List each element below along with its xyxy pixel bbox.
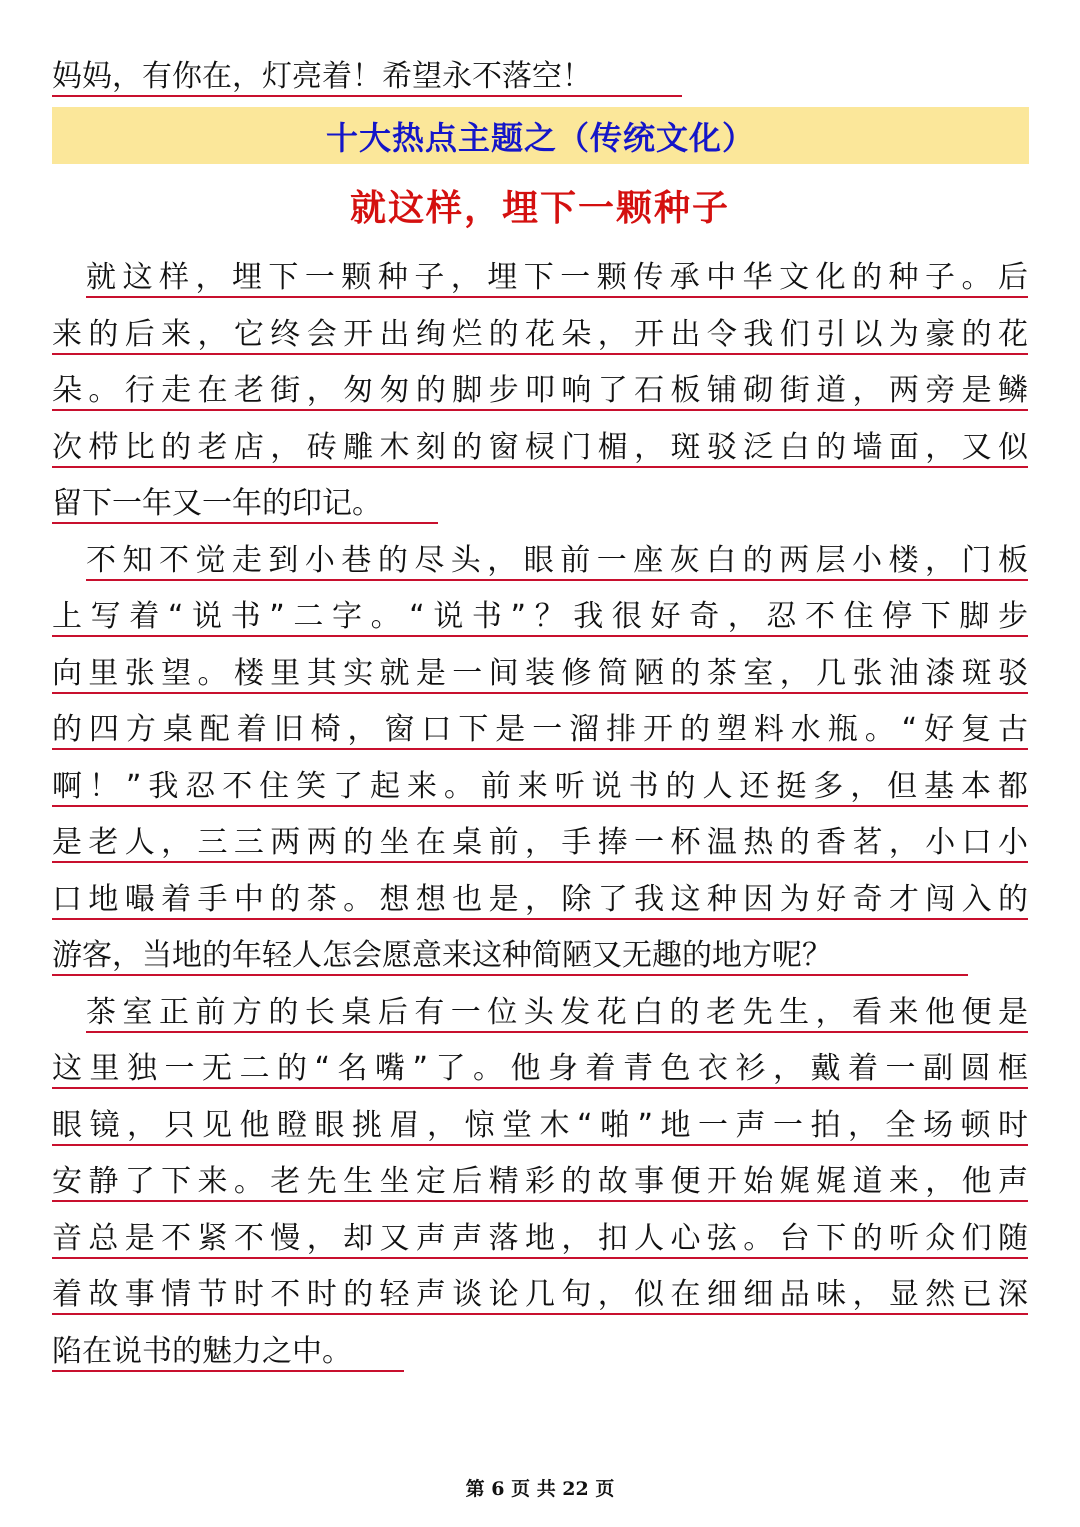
- text-line: 游客，当地的年轻人怎会愿意来这种简陋又无趣的地方呢？: [52, 936, 968, 976]
- text-line: 陷在说书的魅力之中。: [52, 1332, 404, 1372]
- text-line: 茶室正前方的长桌后有一位头发花白的老先生，看来他便是: [86, 993, 1028, 1033]
- banner-text: 十大热点主题之（传统文化）: [325, 118, 755, 157]
- text-line: 着故事情节时不时的轻声谈论几句，似在细细品味，显然已深: [52, 1275, 1028, 1315]
- article-title: 就这样，埋下一颗种子: [349, 187, 730, 229]
- text-line: 啊！”我忍不住笑了起来。前来听说书的人还挺多，但基本都: [52, 767, 1028, 807]
- top-line: 妈妈，有你在，灯亮着！希望永不落空！: [52, 57, 682, 97]
- text-line: 眼镜，只见他瞪眼挑眉，惊堂木“啪”地一声一拍，全场顿时: [52, 1106, 1028, 1146]
- text-line: 音总是不紧不慢，却又声声落地，扣人心弦。台下的听众们随: [52, 1219, 1028, 1259]
- text-line: 朵。行走在老街，匆匆的脚步叩响了石板铺砌街道，两旁是鳞: [52, 371, 1028, 411]
- text-line: 上写着“说书”二字。“说书”？我很好奇，忍不住停下脚步: [52, 597, 1028, 637]
- page-number: 第 6 页 共 22 页: [465, 1478, 615, 1500]
- text-line: 这里独一无二的“名嘴”了。他身着青色衣衫，戴着一副圆框: [52, 1049, 1028, 1089]
- text-line: 是老人，三三两两的坐在桌前，手捧一杯温热的香茗，小口小: [52, 823, 1028, 863]
- text-line: 次栉比的老店，砖雕木刻的窗棂门楣，斑驳泛白的墙面，又似: [52, 428, 1028, 468]
- text-line: 安静了下来。老先生坐定后精彩的故事便开始娓娓道来，他声: [52, 1162, 1028, 1202]
- text-line: 的四方桌配着旧椅，窗口下是一溜排开的塑料水瓶。“好复古: [52, 710, 1028, 750]
- text-line: 留下一年又一年的印记。: [52, 484, 438, 524]
- text-line: 口地嘬着手中的茶。想想也是，除了我这种因为好奇才闯入的: [52, 880, 1028, 920]
- text-line: 来的后来，它终会开出绚烂的花朵，开出令我们引以为豪的花: [52, 315, 1028, 355]
- text-line: 不知不觉走到小巷的尽头，眼前一座灰白的两层小楼，门板: [86, 541, 1028, 581]
- text-line: 就这样，埋下一颗种子，埋下一颗传承中华文化的种子。后: [86, 258, 1028, 298]
- text-line: 向里张望。楼里其实就是一间装修简陋的茶室，几张油漆斑驳: [52, 654, 1028, 694]
- theme-banner: [52, 107, 1029, 164]
